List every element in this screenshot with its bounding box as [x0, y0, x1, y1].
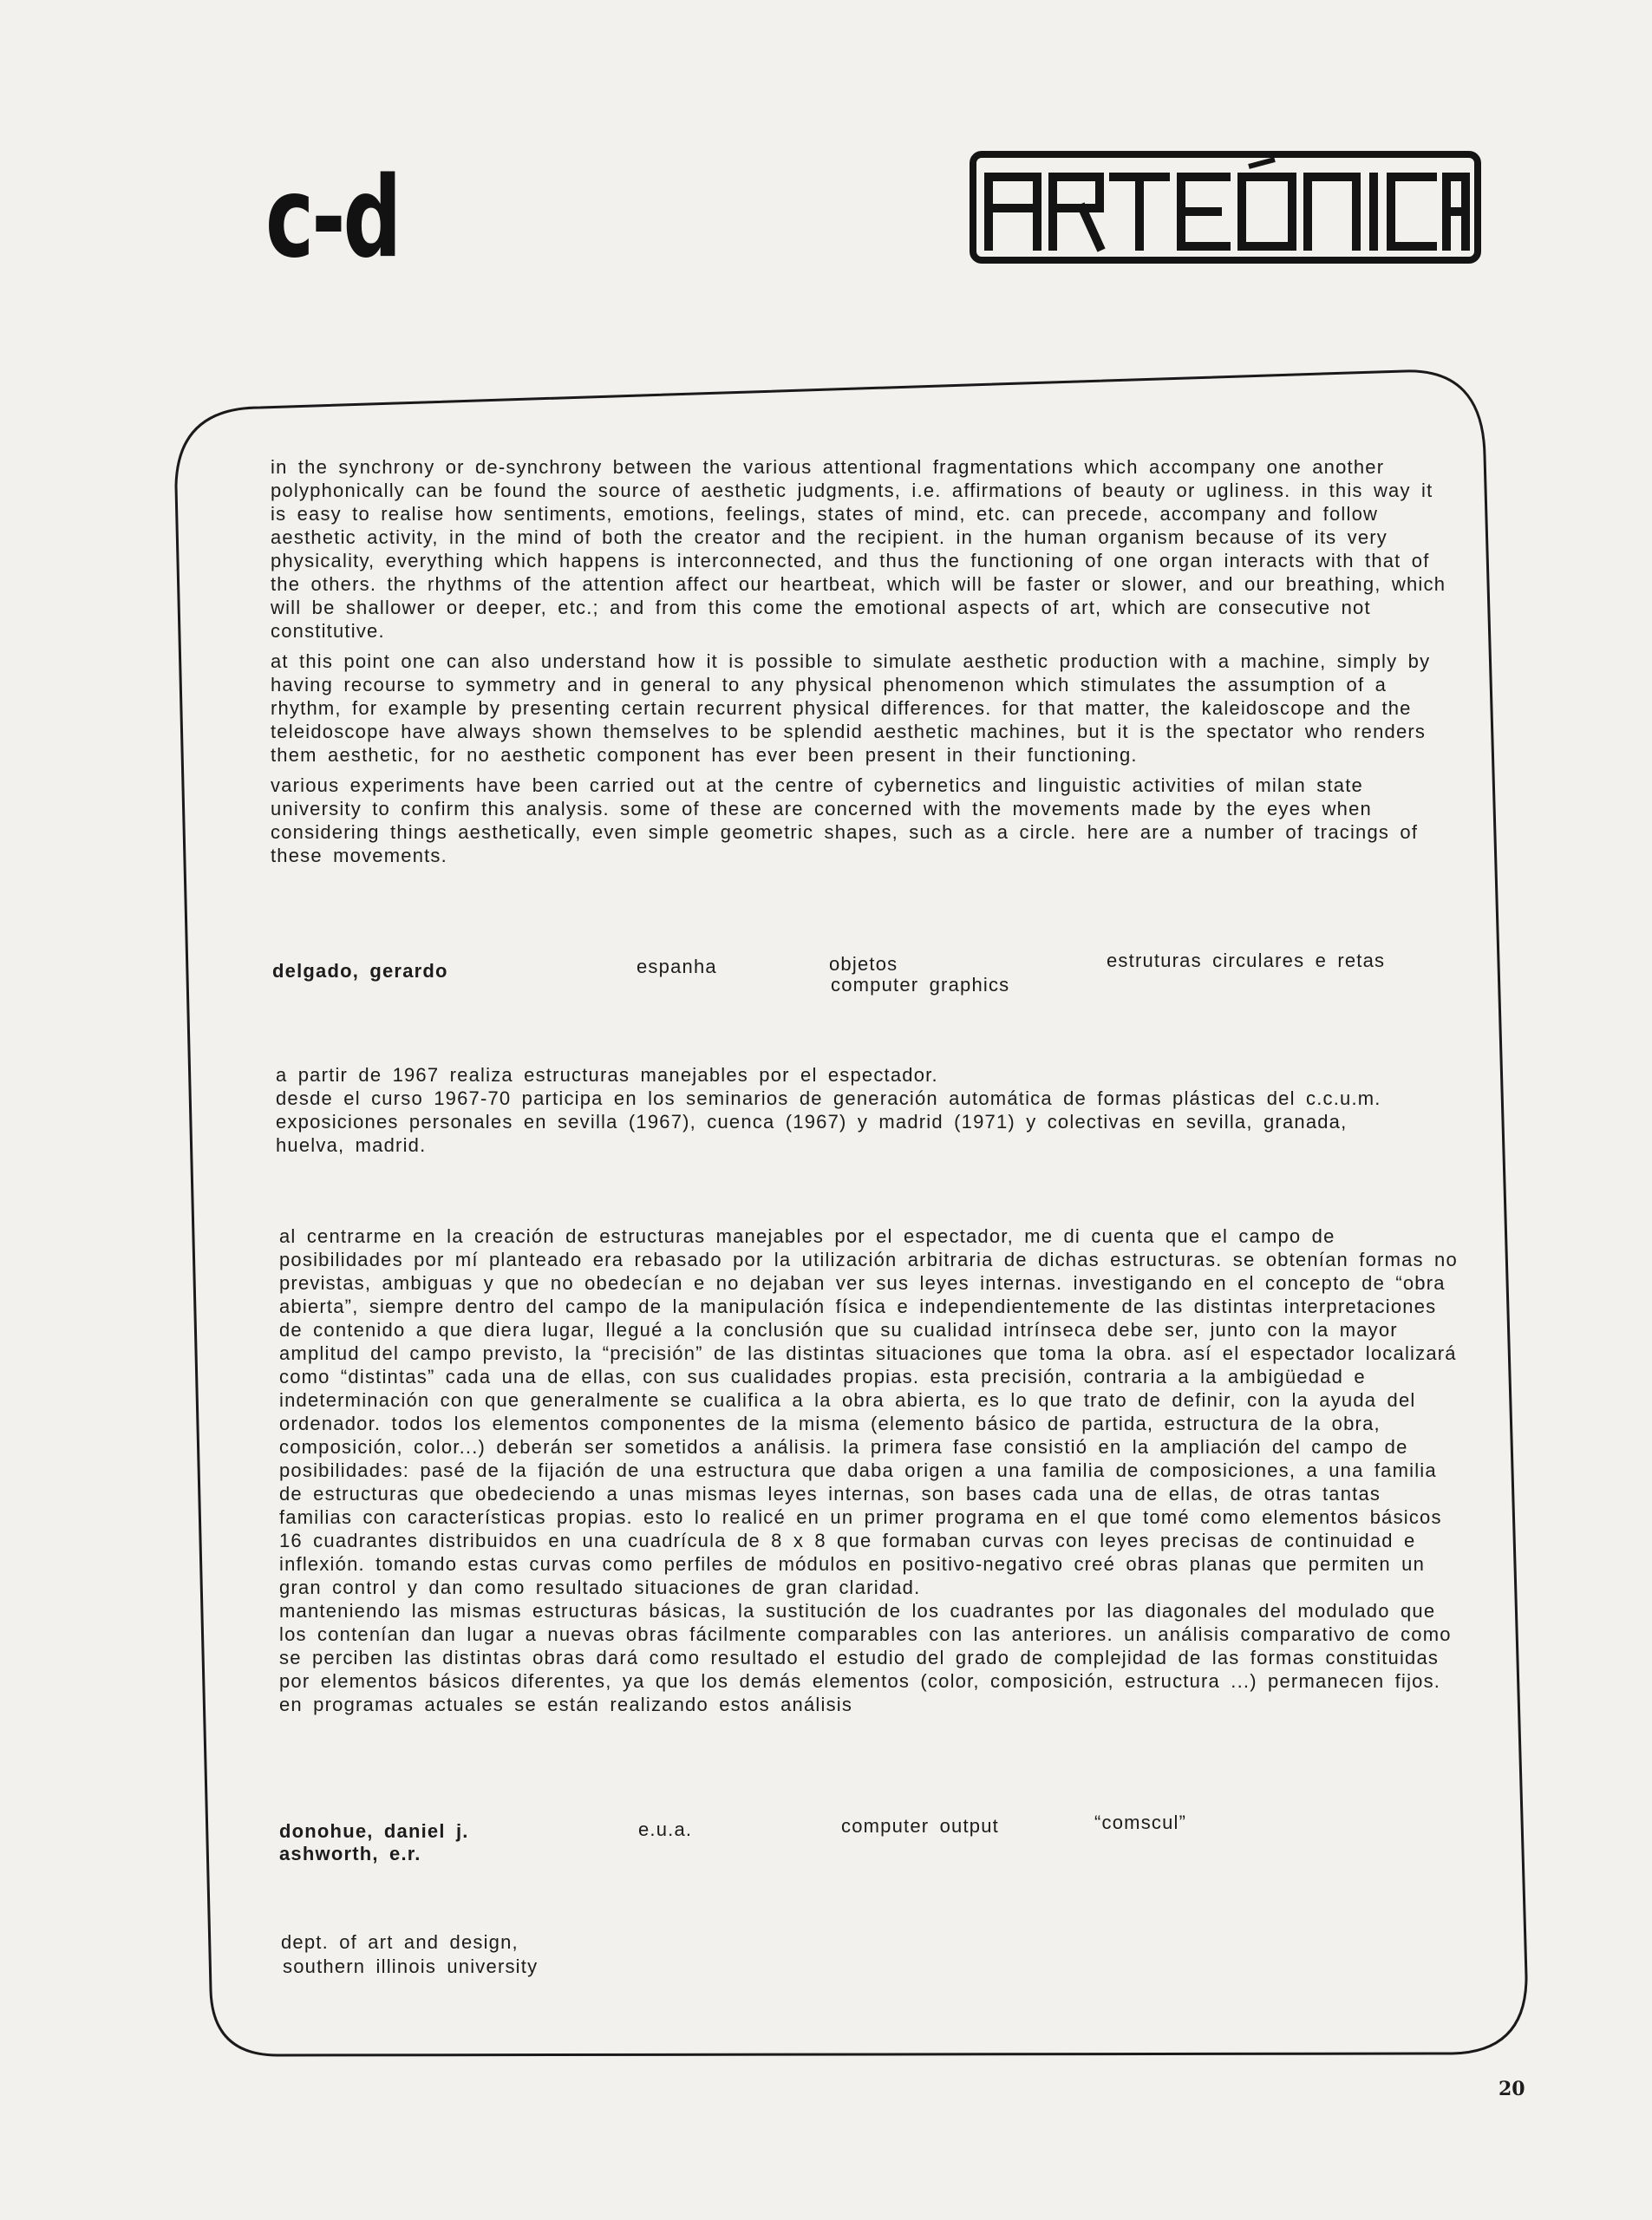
artist-category: objetos — [829, 953, 898, 975]
intro-text — [271, 455, 1459, 874]
artist-country: espanha — [637, 956, 717, 977]
artist-category: computer output — [841, 1815, 999, 1837]
artist-country: e.u.a. — [638, 1818, 693, 1840]
statement-paragraph: en programas actuales se están realizando estos análisis — [279, 1694, 853, 1715]
statement-paragraph: al centrarme en la creación de estructuras manejables por el espectador, me di cuenta que el campo de posibilidades por mí planteado era rebasado por la utilización arbitraria de dichas estructuras. se obtenían formas no previstas, ambiguas y que no obedecían e no dejaban ver sus leyes internas. investigando en el concepto de “obra abierta”, siempre dentro del campo de la manipulación física e independientemente de las distintas interpretaciones de contenido a que diera lugar, llegué a la conclusión que su cualidad intrínseca debe ser, junto con la mayor amplitud del campo previsto, la “precisión” de las distintas situaciones que toma la obra. así el espectador localizará como “distintas” cada una de ellas, con sus cualidades propias. esta precisión, contraria a la ambigüedad e indeterminación con que generalmente se cualifica a la obra abierta, es lo que trato de definir, con la ayuda del ordenador. todos los elementos componentes de la misma (elemento básico de partida, estructura de la obra, composición, color...) deberán ser sometidos a análisis. la primera fase consistió en la ampliación del campo de posibilidades: pasé de la fijación de una estructura que daba origen a una familia de composiciones, a una familia de estructuras que obedeciendo a unas mismas leyes internas, son bases cada una de ellas, de otras tantas familias con características propias. esto lo realicé en un primer programa en el que tomé como elementos básicos 16 cuadrantes distribuidos en una cuadrícula de 8 x 8 que formaban curvas con leyes precisas de continuidad e inflexión. tomando estas curvas como perfiles de módulos en positivo-negativo creé obras planas que permiten un gran control y dan como resultado situaciones de gran claridad. — [279, 1225, 1458, 1598]
section-mark: c-d — [265, 153, 400, 283]
intro-paragraph: in the synchrony or de-synchrony between the various attentional fragmentations which accompany one another polyphonically can be found the source of aesthetic judgments, i.e. affirmations of beauty or ugliness. in this way it is easy to realise how sentiments, emotions, feelings, states of mind, etc. can precede, accompany and follow aesthetic activity, in the mind of both the creator and the recipient. in the human organism because of its very physicality, everything which happens is interconnected, and thus the functioning of one organ interacts with that of the others. the rhythms of the attention affect our heartbeat, which will be faster or slower, and our breathing, which will be shallower or deeper, etc.; and from this come the emotional aspects of art, which are consecutive not constitutive. — [271, 456, 1446, 642]
artist-name: delgado, gerardo — [272, 960, 448, 982]
artist-name: donohue, daniel j. — [279, 1820, 469, 1842]
work-title: “comscul” — [1094, 1812, 1187, 1833]
affiliation-line: southern illinois university — [283, 1956, 539, 1977]
bio-line: exposiciones personales en sevilla (1967), cuenca (1967) y madrid (1971) y colectivas en sevilla, granada, — [276, 1111, 1348, 1133]
bio-line: desde el curso 1967-70 participa en los seminarios de generación automática de formas plásticas del c.c.u.m. — [276, 1087, 1381, 1109]
artist-name: ashworth, e.r. — [279, 1843, 421, 1864]
statement-paragraph: manteniendo las mismas estructuras básicas, la sustitución de los cuadrantes por las diagonales del modulado que los contenían dan lugar a nuevas obras fácilmente comparables con las anteriores. un análisis comparativo de como se perciben las distintas obras dará como resultado el estudio del grado de complejidad de las formas constituidas por elementos básicos diferentes, ya que los demás elementos (color, composición, estructura ...) permanecen fijos. — [279, 1600, 1452, 1692]
artist-category-secondary: computer graphics — [831, 974, 1010, 996]
page-number: 20 — [1499, 2078, 1525, 2100]
bio-line: huelva, madrid. — [276, 1134, 427, 1156]
artist-bio — [276, 1063, 1438, 1157]
affiliation-line: dept. of art and design, — [281, 1931, 519, 1953]
bio-line: a partir de 1967 realiza estructuras manejables por el espectador. — [276, 1064, 938, 1086]
work-title: estruturas circulares e retas — [1107, 950, 1386, 971]
intro-paragraph: at this point one can also understand how it is possible to simulate aesthetic production with a machine, simply by having recourse to symmetry and in general to any physical phenomenon which stimulates the assumption of a rhythm, for example by presenting certain recurrent physical differences. for that matter, the kaleidoscope and the teleidoscope have always shown themselves to be splendid aesthetic machines, but it is the spectator who renders them aesthetic, for no aesthetic component has ever been present in their functioning. — [271, 650, 1431, 766]
arteonica-logo — [970, 151, 1481, 264]
artist-statement — [279, 1224, 1459, 1716]
intro-paragraph: various experiments have been carried out at the centre of cybernetics and linguistic activities of milan state university to confirm this analysis. some of these are concerned with the movements made by the eyes when considering things aesthetically, even simple geometric shapes, such as a circle. here are a number of tracings of these movements. — [271, 774, 1419, 866]
